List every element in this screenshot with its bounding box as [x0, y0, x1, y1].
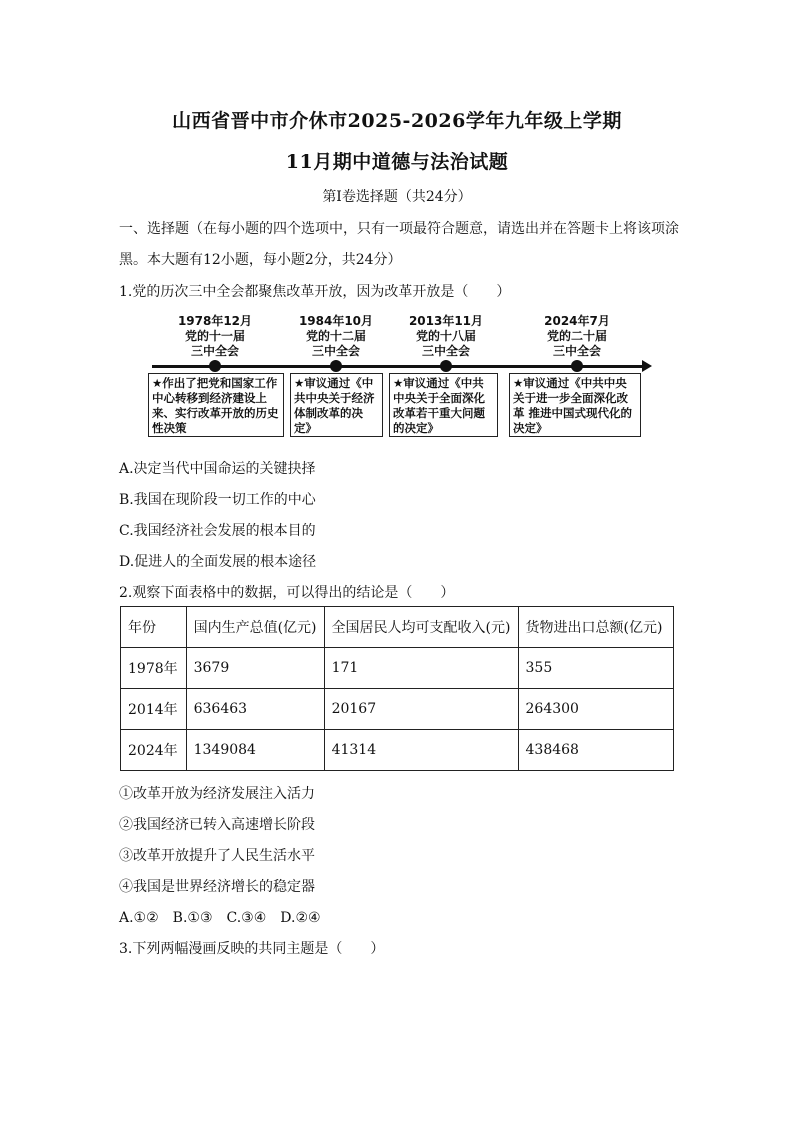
- timeline-arrow-icon: [642, 360, 652, 372]
- document-title-line-2: 11月期中道德与法治试题: [285, 151, 509, 173]
- timeline-dot: [440, 360, 452, 372]
- table-cell: 171: [324, 648, 518, 689]
- q2-data-table: [120, 606, 674, 771]
- q2-stem: 2.观察下面表格中的数据，可以得出的结论是（ ）: [119, 585, 455, 601]
- q1-timeline-figure: [148, 314, 648, 440]
- timeline-dot: [209, 360, 221, 372]
- timeline-event-box: ★审议通过《中共中央关于全面深化改革若干重大问题的决定》: [389, 373, 498, 437]
- q3-stem: 3.下列两幅漫画反映的共同主题是（ ）: [119, 941, 385, 957]
- table-header-row: [121, 607, 674, 648]
- instruction-line-2: 黑。本大题有12小题，每小题2分，共24分）: [119, 252, 402, 268]
- q1-option-b: B.我国在现阶段一切工作的中心: [119, 492, 316, 508]
- table-cell: 438468: [518, 730, 674, 771]
- document-title-line-1: 山西省晋中市介休市2025-2026学年九年级上学期: [172, 110, 622, 132]
- table-header-cell: 全国居民人均可支配收入(元): [324, 607, 518, 648]
- q1-option-a: A.决定当代中国命运的关键抉择: [119, 461, 316, 477]
- timeline-dot: [330, 360, 342, 372]
- table-cell: 41314: [324, 730, 518, 771]
- q1-stem: 1.党的历次三中全会都聚焦改革开放，因为改革开放是（ ）: [119, 284, 511, 300]
- timeline-event-box: ★审议通过《中共中央关于进一步全面深化改革 推进中国式现代化的决定》: [509, 373, 641, 437]
- event-congress: 党的十八届: [415, 329, 476, 343]
- table-cell: 1978年: [121, 648, 187, 689]
- event-plenum: 三中全会: [311, 344, 360, 358]
- event-congress: 党的十一届: [184, 329, 245, 343]
- q1-option-d: D.促进人的全面发展的根本途径: [119, 554, 317, 570]
- event-date: 1984年10月: [298, 314, 374, 328]
- table-cell: 3679: [186, 648, 324, 689]
- table-header-cell: 年份: [121, 607, 187, 648]
- event-date: 1978年12月: [177, 314, 253, 328]
- timeline-event-box: ★审议通过《中共中央关于经济体制改革的决定》: [290, 373, 383, 437]
- table-row: [121, 648, 674, 689]
- timeline-event-box: ★作出了把党和国家工作中心转移到经济建设上来、实行改革开放的历史性决策: [148, 373, 284, 437]
- timeline-event-heading: [160, 314, 270, 359]
- event-plenum: 三中全会: [190, 344, 239, 358]
- table-cell: 1349084: [186, 730, 324, 771]
- q2-statement-4: ④我国是世界经济增长的稳定器: [119, 879, 315, 895]
- q2-options: A.①② B.①③ C.③④ D.②④: [119, 910, 321, 926]
- event-congress: 党的二十届: [546, 329, 607, 343]
- q2-statement-1: ①改革开放为经济发展注入活力: [119, 786, 315, 802]
- table-cell: 636463: [186, 689, 324, 730]
- timeline-event-heading: [391, 314, 501, 359]
- event-date: 2013年11月: [408, 314, 484, 328]
- section-subtitle: 第I卷选择题（共24分）: [322, 189, 472, 205]
- q2-statement-3: ③改革开放提升了人民生活水平: [119, 848, 315, 864]
- table-cell: 20167: [324, 689, 518, 730]
- event-congress: 党的十二届: [305, 329, 366, 343]
- q2-statement-2: ②我国经济已转入高速增长阶段: [119, 817, 315, 833]
- timeline-dot: [571, 360, 583, 372]
- event-date: 2024年7月: [544, 314, 610, 328]
- table-header-cell: 货物进出口总额(亿元): [518, 607, 674, 648]
- table-header-cell: 国内生产总值(亿元): [186, 607, 324, 648]
- table-row: [121, 689, 674, 730]
- table-cell: 2024年: [121, 730, 187, 771]
- timeline-event-heading: [281, 314, 391, 359]
- table-row: [121, 730, 674, 771]
- event-plenum: 三中全会: [552, 344, 601, 358]
- table-cell: 355: [518, 648, 674, 689]
- instruction-line-1: 一、选择题（在每小题的四个选项中，只有一项最符合题意，请选出并在答题卡上将该项涂: [119, 221, 679, 237]
- table-cell: 264300: [518, 689, 674, 730]
- event-plenum: 三中全会: [421, 344, 470, 358]
- timeline-event-heading: [522, 314, 632, 359]
- q1-option-c: C.我国经济社会发展的根本目的: [119, 523, 316, 539]
- table-cell: 2014年: [121, 689, 187, 730]
